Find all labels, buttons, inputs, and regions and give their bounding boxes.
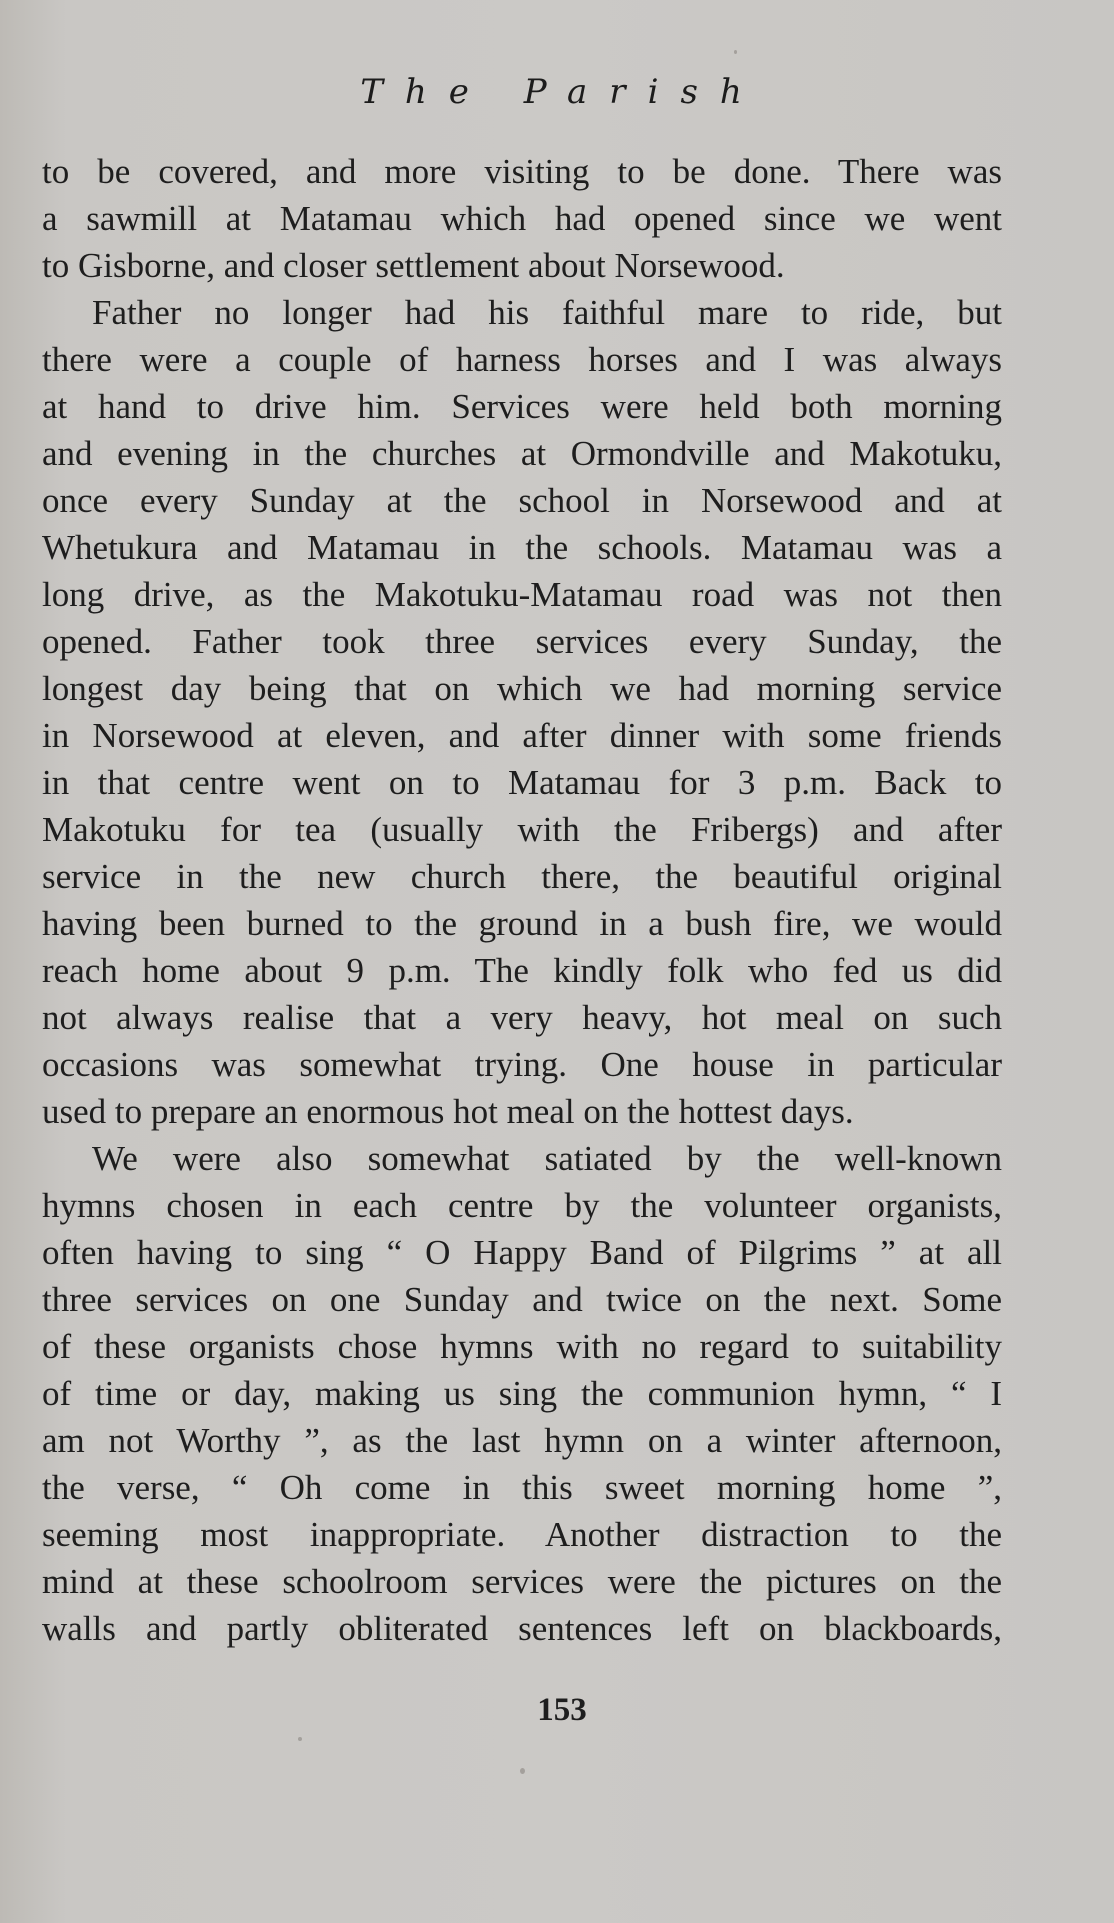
text-line: not always realise that a very heavy, hot meal on such — [42, 998, 1002, 1037]
text-line: the verse, “ Oh come in this sweet morning home ”, — [42, 1468, 1002, 1507]
text-line: in Norsewood at eleven, and after dinner with some friends — [42, 716, 1002, 755]
text-line: mind at these schoolroom services were the pictures on the — [42, 1562, 1002, 1601]
text-line: used to prepare an enormous hot meal on the hottest days. — [42, 1092, 854, 1131]
text-line: long drive, as the Makotuku-Matamau road was not then — [42, 575, 1002, 614]
paper-speck — [734, 50, 737, 54]
text-line: service in the new church there, the beautiful original — [42, 857, 1002, 896]
text-line: am not Worthy ”, as the last hymn on a winter afternoon, — [42, 1421, 1002, 1460]
text-line: opened. Father took three services every Sunday, the — [42, 622, 1002, 661]
text-line: there were a couple of harness horses and I was always — [42, 340, 1002, 379]
text-line: longest day being that on which we had morning service — [42, 669, 1002, 708]
text-line: Father no longer had his faithful mare to ride, but — [92, 293, 1002, 332]
text-line: of these organists chose hymns with no regard to suitability — [42, 1327, 1002, 1366]
text-line: having been burned to the ground in a bush fire, we would — [42, 904, 1002, 943]
text-line: and evening in the churches at Ormondville and Makotuku, — [42, 434, 1002, 473]
text-line: Whetukura and Matamau in the schools. Matamau was a — [42, 528, 1002, 567]
text-line: often having to sing “ O Happy Band of Pilgrims ” at all — [42, 1233, 1002, 1272]
text-line: hymns chosen in each centre by the volunteer organists, — [42, 1186, 1002, 1225]
paper-speck — [298, 1737, 302, 1741]
text-line: of time or day, making us sing the communion hymn, “ I — [42, 1374, 1002, 1413]
page-number: 153 — [537, 1692, 587, 1728]
text-line: at hand to drive him. Services were held both morning — [42, 387, 1002, 426]
text-line: Makotuku for tea (usually with the Fribergs) and after — [42, 810, 1002, 849]
text-line: once every Sunday at the school in Norsewood and at — [42, 481, 1002, 520]
text-line: walls and partly obliterated sentences left on blackboards, — [42, 1609, 1002, 1648]
body-text — [42, 148, 1002, 1652]
text-line: a sawmill at Matamau which had opened since we went — [42, 199, 1002, 238]
text-line: in that centre went on to Matamau for 3 p.m. Back to — [42, 763, 1002, 802]
text-line: We were also somewhat satiated by the well-known — [92, 1139, 1002, 1178]
text-line: seeming most inappropriate. Another distraction to the — [42, 1515, 1002, 1554]
text-line: to Gisborne, and closer settlement about Norsewood. — [42, 246, 785, 285]
text-line: three services on one Sunday and twice on the next. Some — [42, 1280, 1002, 1319]
text-line: to be covered, and more visiting to be done. There was — [42, 152, 1002, 191]
paper-speck — [520, 1768, 525, 1774]
text-line: reach home about 9 p.m. The kindly folk who fed us did — [42, 951, 1002, 990]
text-line: occasions was somewhat trying. One house in particular — [42, 1045, 1002, 1084]
running-head-title: The Parish — [360, 72, 764, 112]
